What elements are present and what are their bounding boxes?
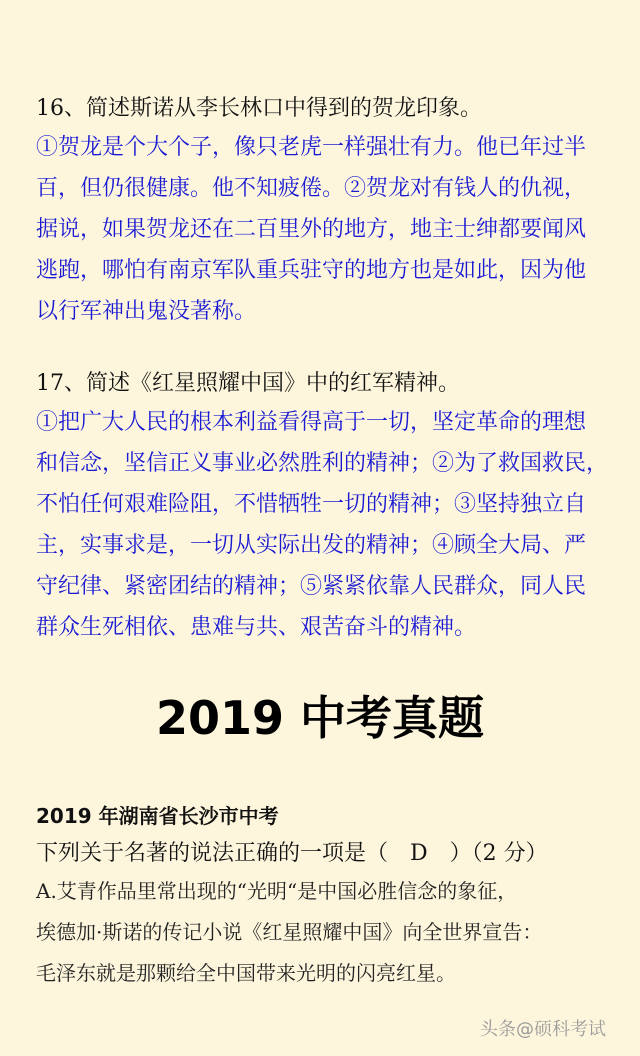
question-16-heading: 16、简述斯诺从李长林口中得到的贺龙印象。 (36, 96, 482, 121)
answer-line: 守纪律、紧密团结的精神；⑤紧紧依靠人民群众，同人民 (36, 574, 587, 599)
answer-line: 百，但仍很健康。他不知疲倦。②贺龙对有钱人的仇视， (36, 176, 587, 201)
answer-line: 主，实事求是，一切从实际出发的精神；④顾全大局、严 (36, 533, 587, 558)
answer-line: ①贺龙是个大个子，像只老虎一样强壮有力。他已年过半 (36, 135, 587, 160)
answer-line: 逃跑，哪怕有南京军队重兵驻守的地方也是如此，因为他 (36, 258, 587, 283)
option-a (36, 871, 616, 994)
exam-source: 2019 年湖南省长沙市中考 (36, 804, 279, 828)
option-line: A.艾青作品里常出现的“光明“是中国必胜信念的象征， (36, 879, 518, 903)
answer-line: 不怕任何艰难险阻，不惜牺牲一切的精神；③坚持独立自 (36, 492, 587, 517)
answer-line: 群众生死相依、患难与共、艰苦奋斗的精神。 (36, 615, 477, 640)
option-line: 埃德加·斯诺的传记小说《红星照耀中国》向全世界宣告： (36, 920, 543, 944)
answer-line: 以行军神出鬼没著称。 (36, 299, 257, 324)
answer-line: 据说，如果贺龙还在二百里外的地方，地主士绅都要闻风 (36, 217, 587, 242)
multiple-choice-question: 下列关于名著的说法正确的一项是（ D ）（2 分） (36, 841, 548, 866)
question-17-answer (36, 402, 608, 648)
answer-line: 和信念，坚信正义事业必然胜利的精神；②为了救国救民， (36, 451, 609, 476)
question-16-answer (36, 127, 608, 332)
section-title: 2019 中考真题 (155, 691, 485, 745)
question-17-heading: 17、简述《红星照耀中国》中的红军精神。 (36, 371, 460, 396)
answer-line: ①把广大人民的根本利益看得高于一切，坚定革命的理想 (36, 410, 587, 435)
option-line: 毛泽东就是那颗给全中国带来光明的闪亮红星。 (36, 961, 456, 985)
watermark: 头条@硕科考试 (480, 1019, 606, 1040)
